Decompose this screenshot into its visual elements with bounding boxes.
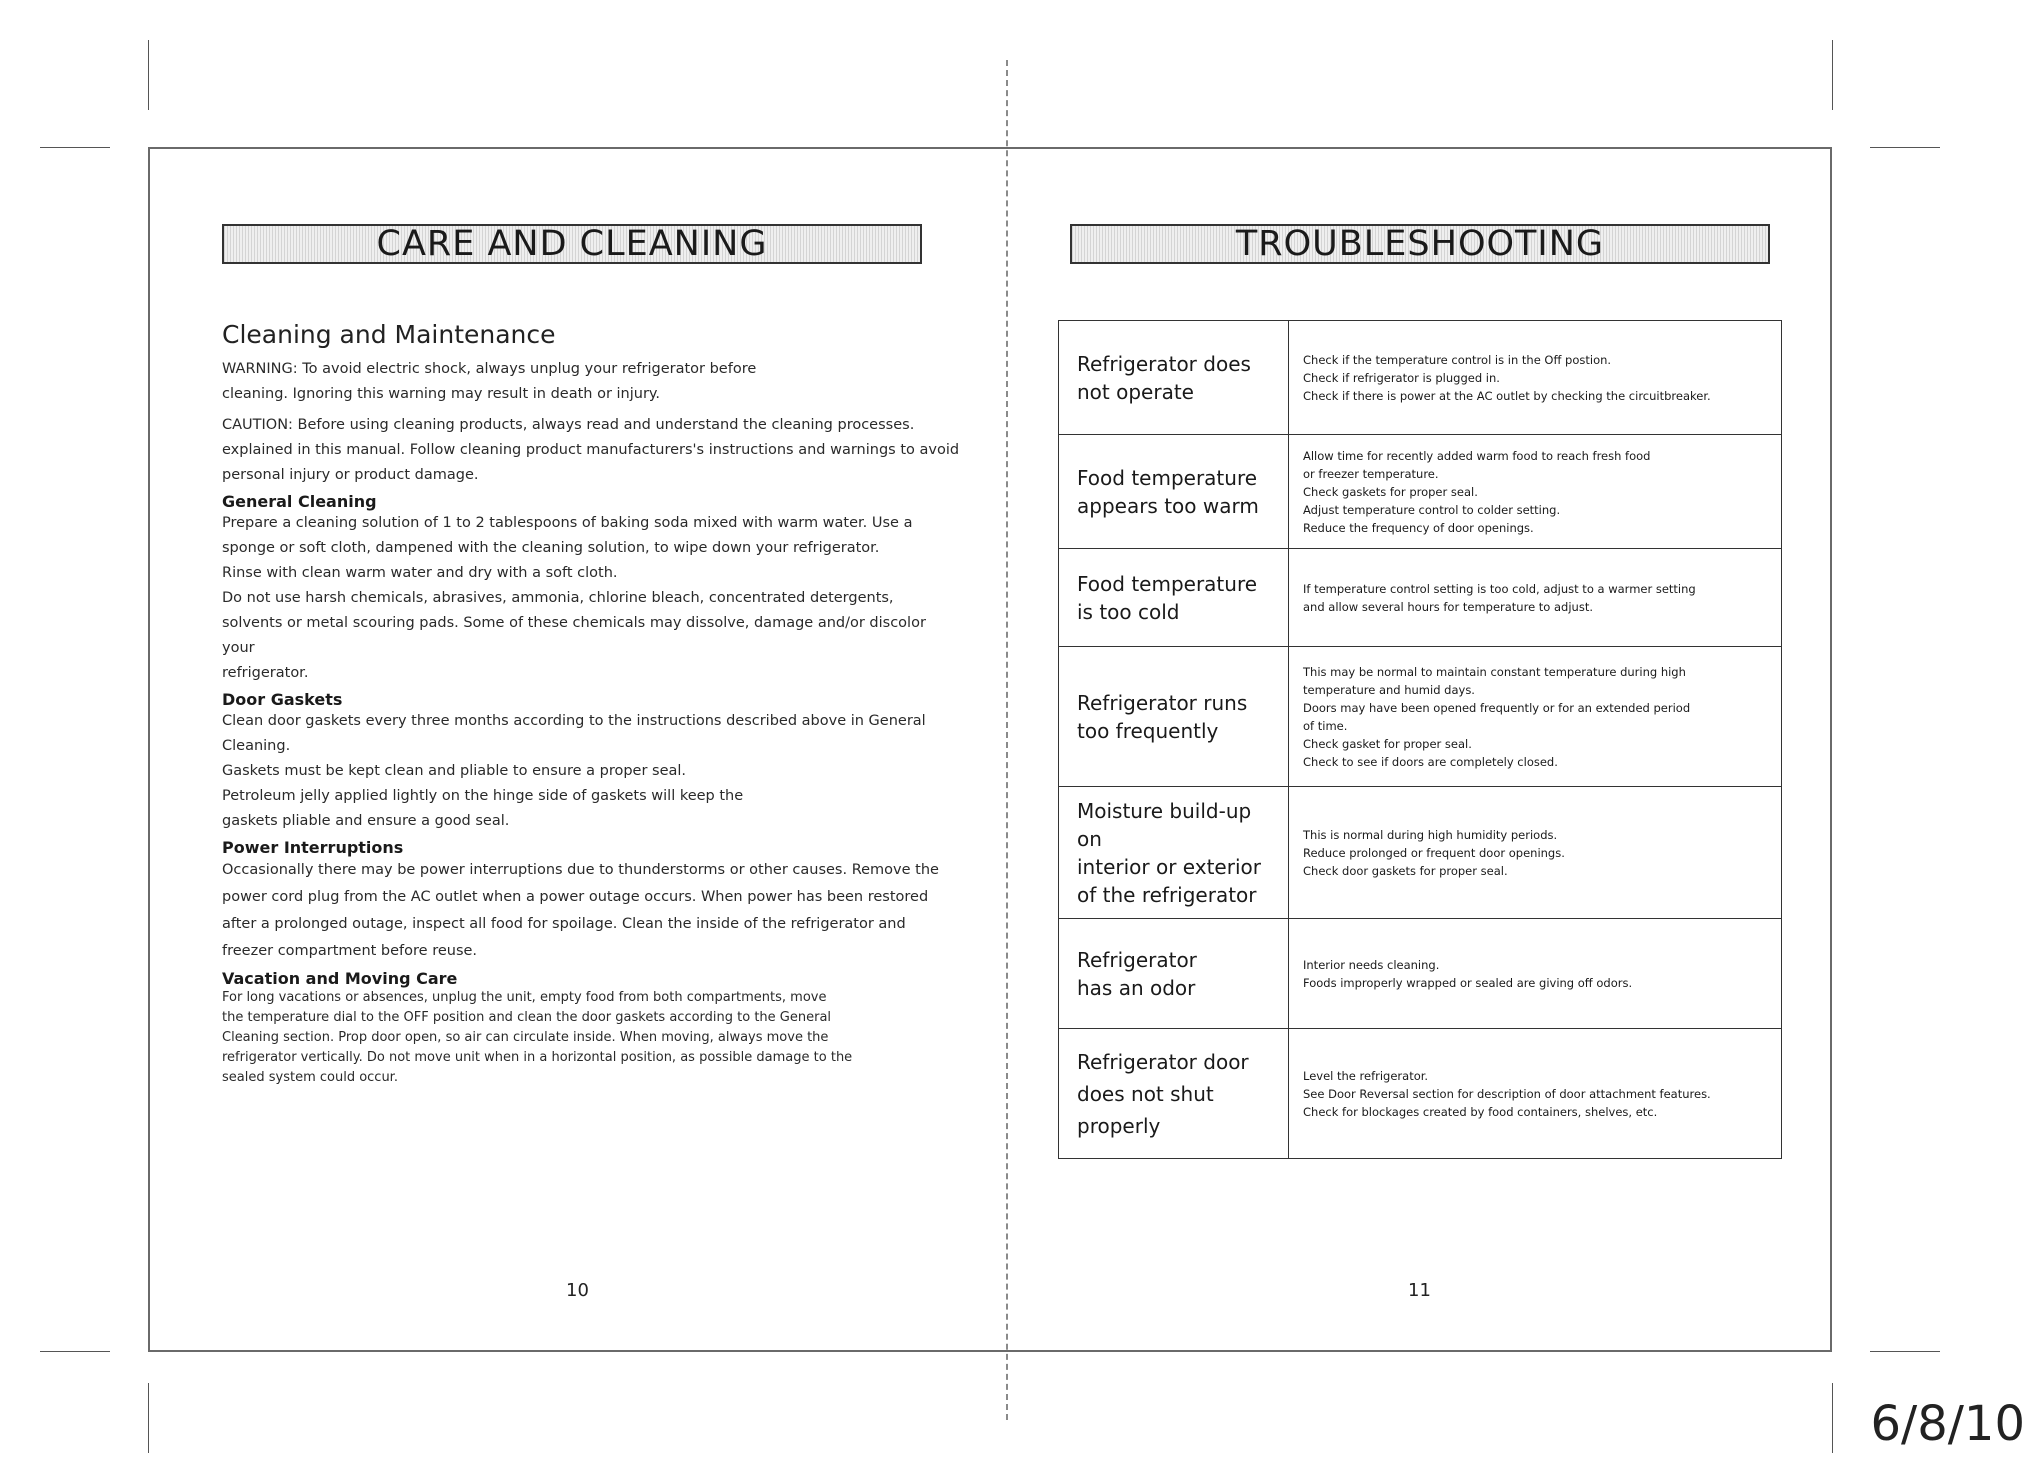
problem-cell <box>1059 1029 1289 1159</box>
problem-cell <box>1059 549 1289 647</box>
problem-cell <box>1059 647 1289 787</box>
solution-line: Check if there is power at the AC outlet by checking the circuitbreaker. <box>1303 388 1711 403</box>
crop-mark <box>148 40 149 110</box>
text-line: freezer compartment before reuse. <box>222 943 478 959</box>
problem-line: Refrigerator door <box>1077 1049 1249 1074</box>
warning-label: WARNING: <box>222 361 298 377</box>
date-stamp: 6/8/10 <box>1870 1396 2025 1452</box>
text-line: sealed system could occur. <box>222 1070 398 1085</box>
text-line: Rinse with clean warm water and dry with a soft cloth. <box>222 565 618 581</box>
vacation-moving-heading: Vacation and Moving Care <box>222 969 458 988</box>
problem-line: Food temperature <box>1077 465 1258 490</box>
solution-line: Allow time for recently added warm food to reach fresh food <box>1303 448 1651 463</box>
warning-text: To avoid electric shock, always unplug your refrigerator before <box>297 361 757 377</box>
page-number-right: 11 <box>1408 1280 1431 1301</box>
general-cleaning-text <box>222 511 962 686</box>
solution-line: This is normal during high humidity periods. <box>1303 827 1558 842</box>
table-row <box>1059 919 1782 1029</box>
power-interruptions-heading: Power Interruptions <box>222 838 404 857</box>
solution-line: or freezer temperature. <box>1303 466 1439 481</box>
general-cleaning-heading: General Cleaning <box>222 492 377 511</box>
text-line: Clean door gaskets every three months according to the instructions described above in General <box>222 713 926 729</box>
solution-line: See Door Reversal section for description of door attachment features. <box>1303 1086 1711 1101</box>
text-line: sponge or soft cloth, dampened with the cleaning solution, to wipe down your refrigerator. <box>222 540 880 556</box>
table-row <box>1059 549 1782 647</box>
solution-line: If temperature control setting is too cold, adjust to a warmer setting <box>1303 581 1696 596</box>
text-line: Cleaning section. Prop door open, so air can circulate inside. When moving, always move the <box>222 1030 829 1045</box>
vacation-moving-text <box>222 988 962 1088</box>
table-row <box>1059 321 1782 435</box>
caution-text: explained in this manual. Follow cleaning product manufacturers's instructions and warnings to avoid <box>222 442 960 458</box>
solution-cell <box>1289 787 1782 919</box>
fold-line <box>1006 60 1008 1420</box>
text-line: power cord plug from the AC outlet when a power outage occurs. When power has been restored <box>222 889 929 905</box>
text-line: the temperature dial to the OFF position and clean the door gaskets according to the General <box>222 1010 832 1025</box>
solution-line: Reduce the frequency of door openings. <box>1303 520 1534 535</box>
text-line: Do not use harsh chemicals, abrasives, ammonia, chlorine bleach, concentrated detergents, <box>222 590 894 606</box>
door-gaskets-text <box>222 709 962 834</box>
text-line: solvents or metal scouring pads. Some of these chemicals may dissolve, damage and/or discolor your <box>222 615 926 656</box>
text-line: refrigerator vertically. Do not move unit when in a horizontal position, as possible damage to the <box>222 1050 853 1065</box>
crop-mark <box>40 147 110 148</box>
text-line: Petroleum jelly applied lightly on the hinge side of gaskets will keep the <box>222 788 744 804</box>
problem-cell <box>1059 787 1289 919</box>
problem-cell <box>1059 919 1289 1029</box>
table-row <box>1059 647 1782 787</box>
problem-line: has an odor <box>1077 975 1196 1000</box>
problem-line: Refrigerator runs <box>1077 690 1248 715</box>
solution-line: Check gaskets for proper seal. <box>1303 484 1478 499</box>
section-heading: Cleaning and Maintenance <box>222 320 556 349</box>
problem-line: does not shut <box>1077 1081 1214 1106</box>
solution-line: Adjust temperature control to colder setting. <box>1303 502 1561 517</box>
caution-label: CAUTION: <box>222 417 293 433</box>
table-row <box>1059 1029 1782 1159</box>
solution-cell <box>1289 435 1782 549</box>
text-line: For long vacations or absences, unplug the unit, empty food from both compartments, move <box>222 990 827 1005</box>
solution-line: Check for blockages created by food containers, shelves, etc. <box>1303 1104 1658 1119</box>
solution-line: Level the refrigerator. <box>1303 1068 1429 1083</box>
troubleshooting-table <box>1058 320 1782 1159</box>
caution-paragraph <box>222 413 962 488</box>
care-cleaning-section <box>222 320 962 1092</box>
solution-cell <box>1289 919 1782 1029</box>
warning-text: cleaning. Ignoring this warning may result in death or injury. <box>222 386 661 402</box>
solution-line: of time. <box>1303 718 1348 733</box>
solution-line: temperature and humid days. <box>1303 682 1475 697</box>
solution-cell <box>1289 549 1782 647</box>
door-gaskets-heading: Door Gaskets <box>222 690 343 709</box>
text-line: after a prolonged outage, inspect all food for spoilage. Clean the inside of the refrigerator and <box>222 916 906 932</box>
solution-line: Check door gaskets for proper seal. <box>1303 863 1508 878</box>
solution-line: Check gasket for proper seal. <box>1303 736 1472 751</box>
problem-cell <box>1059 435 1289 549</box>
banner-title: CARE AND CLEANING <box>376 224 768 264</box>
solution-line: Foods improperly wrapped or sealed are giving off odors. <box>1303 975 1633 990</box>
text-line: Occasionally there may be power interruptions due to thunderstorms or other causes. Remove the <box>222 862 939 878</box>
page-number-left: 10 <box>566 1280 589 1301</box>
solution-line: Check if refrigerator is plugged in. <box>1303 370 1500 385</box>
banner-title: TROUBLESHOOTING <box>1235 224 1605 264</box>
text-line: Cleaning. <box>222 738 291 754</box>
troubleshooting-banner <box>1070 224 1770 264</box>
problem-line: Refrigerator does <box>1077 351 1251 376</box>
problem-line: appears too warm <box>1077 493 1259 518</box>
solution-cell <box>1289 647 1782 787</box>
text-line: gaskets pliable and ensure a good seal. <box>222 813 510 829</box>
power-interruptions-text <box>222 857 962 965</box>
solution-line: Interior needs cleaning. <box>1303 957 1440 972</box>
solution-line: Check if the temperature control is in the Off postion. <box>1303 352 1612 367</box>
care-cleaning-banner <box>222 224 922 264</box>
problem-line: properly <box>1077 1113 1161 1138</box>
crop-mark <box>1832 1383 1833 1453</box>
solution-line: Reduce prolonged or frequent door openings. <box>1303 845 1565 860</box>
problem-line: not operate <box>1077 379 1194 404</box>
solution-line: Doors may have been opened frequently or for an extended period <box>1303 700 1691 715</box>
caution-text: personal injury or product damage. <box>222 467 479 483</box>
crop-mark <box>1832 40 1833 110</box>
problem-line: Food temperature <box>1077 571 1258 596</box>
problem-line: interior or exterior <box>1077 854 1261 879</box>
solution-line: Check to see if doors are completely closed. <box>1303 754 1558 769</box>
text-line: Prepare a cleaning solution of 1 to 2 tablespoons of baking soda mixed with warm water. Use a <box>222 515 913 531</box>
crop-mark <box>1870 1351 1940 1352</box>
warning-paragraph <box>222 357 962 407</box>
table-row <box>1059 435 1782 549</box>
solution-line: and allow several hours for temperature to adjust. <box>1303 599 1593 614</box>
text-line: Gaskets must be kept clean and pliable to ensure a proper seal. <box>222 763 687 779</box>
caution-text: Before using cleaning products, always read and understand the cleaning processes. <box>292 417 915 433</box>
problem-line: Refrigerator <box>1077 947 1197 972</box>
problem-line: Moisture build-up on <box>1077 798 1252 851</box>
problem-line: is too cold <box>1077 599 1180 624</box>
solution-line: This may be normal to maintain constant temperature during high <box>1303 664 1686 679</box>
text-line: refrigerator. <box>222 665 309 681</box>
solution-cell <box>1289 321 1782 435</box>
problem-cell <box>1059 321 1289 435</box>
crop-mark <box>1870 147 1940 148</box>
crop-mark <box>40 1351 110 1352</box>
problem-line: of the refrigerator <box>1077 882 1257 907</box>
table-row <box>1059 787 1782 919</box>
solution-cell <box>1289 1029 1782 1159</box>
crop-mark <box>148 1383 149 1453</box>
problem-line: too frequently <box>1077 718 1219 743</box>
